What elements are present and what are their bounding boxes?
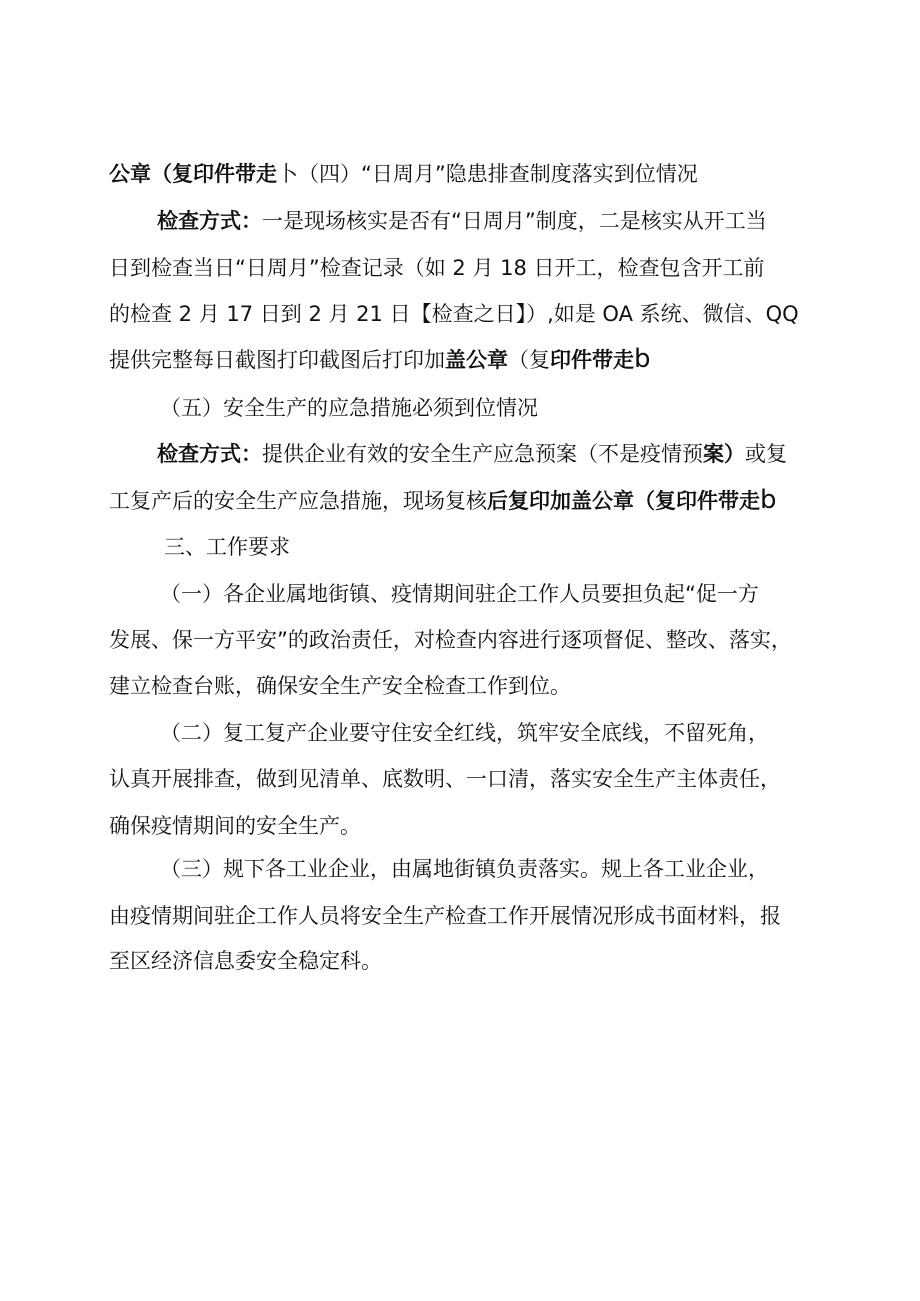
text-line <box>160 719 769 747</box>
text-segment: （二）复工复产企业要守住安全红线，筑牢安全底线，不留死角， <box>160 721 769 745</box>
text-line <box>157 207 767 235</box>
text-line <box>109 765 781 793</box>
text-segment: 公章（复印件带走 <box>109 162 277 186</box>
text-segment: 发展、保一方平安”的政治责任，对检查内容进行逐项督促、整改、落实， <box>109 628 792 652</box>
text-segment: 由疫情期间驻企工作人员将安全生产检查工作开展情况形成书面材料，报 <box>109 904 781 928</box>
text-segment: 后复印加盖公章（复印件带走 <box>487 489 760 513</box>
text-segment: （复 <box>508 348 550 372</box>
text-segment: 提供企业有效的安全生产应急预案（不是疫情预 <box>262 442 703 466</box>
text-line <box>109 626 792 654</box>
text-line <box>109 254 765 282</box>
text-segment: 工复产后的安全生产应急措施，现场复核 <box>109 489 487 513</box>
text-line <box>160 855 769 883</box>
text-line <box>109 902 781 930</box>
text-segment: （五）安全生产的应急措施必须到位情况 <box>160 396 538 420</box>
text-segment: 的检查 2 月 17 日到 2 月 21 日【检查之日】）,如是 OA 系统、微信、QQ <box>109 302 799 326</box>
text-segment: 印件带走 <box>550 348 634 372</box>
text-segment: b <box>760 485 777 515</box>
text-segment: 提供完整每日截图打印截图后打印加 <box>109 348 445 372</box>
text-line <box>109 300 799 328</box>
text-segment: 检查方式： <box>157 209 262 233</box>
text-segment: 一是现场核实是否有“日周月”制度，二是核实从开工当 <box>262 209 767 233</box>
text-segment: 盖公章 <box>445 348 508 372</box>
section-heading <box>164 533 290 561</box>
text-line <box>109 672 571 700</box>
text-segment: （三）规下各工业企业，由属地街镇负责落实。规上各工业企业， <box>160 857 769 881</box>
text-segment: 至区经济信息委安全稳定科。 <box>109 949 382 973</box>
text-segment: 或复 <box>745 442 787 466</box>
text-segment: 卜（四）“日周月”隐患排查制度落实到位情况 <box>277 162 698 186</box>
text-segment: 认真开展排查，做到见清单、底数明、一口清，落实安全生产主体责任， <box>109 767 781 791</box>
text-segment: 建立检查台账，确保安全生产安全检查工作到位。 <box>109 674 571 698</box>
text-segment: b <box>634 344 651 374</box>
text-segment: 检查方式： <box>157 442 262 466</box>
text-line <box>157 440 787 468</box>
text-segment: （一）各企业属地街镇、疫情期间驻企工作人员要担负起“促一方 <box>160 582 759 606</box>
text-line <box>109 345 651 374</box>
text-segment: 三、工作要求 <box>164 535 290 559</box>
text-line <box>160 394 538 422</box>
text-line <box>109 947 382 975</box>
text-line <box>160 580 759 608</box>
text-segment: 案） <box>703 442 745 466</box>
text-line <box>109 160 698 188</box>
text-line <box>109 812 361 840</box>
text-segment: 日到检查当日“日周月”检查记录（如 2 月 18 日开工，检查包含开工前 <box>109 256 765 280</box>
text-line <box>109 486 777 515</box>
text-segment: 确保疫情期间的安全生产。 <box>109 814 361 838</box>
